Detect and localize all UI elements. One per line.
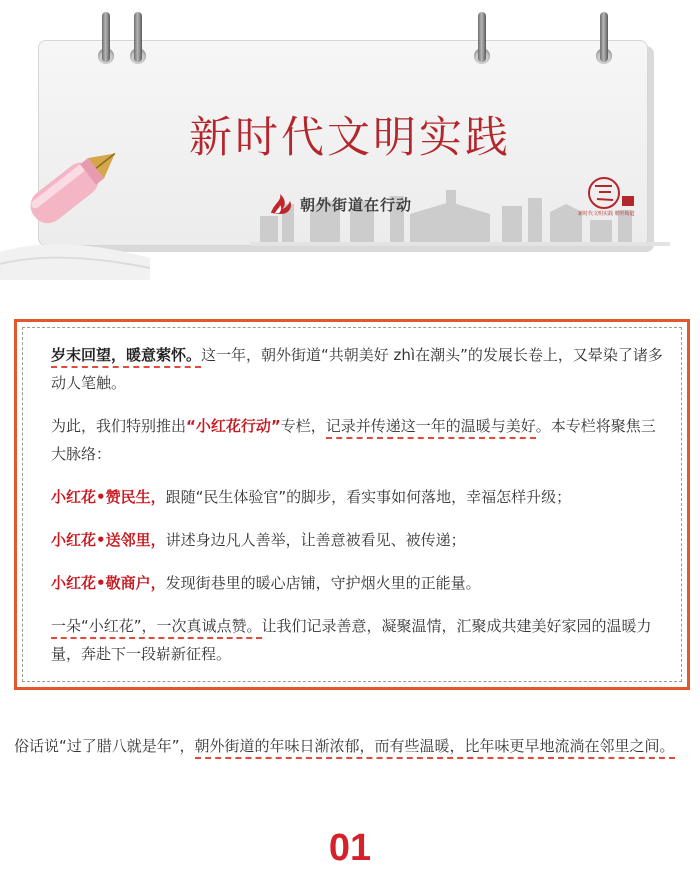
intro-frame bbox=[14, 319, 690, 690]
intro-paragraph-1 bbox=[51, 341, 663, 397]
theme-item-2 bbox=[51, 526, 663, 554]
closing-underlined: 一朵“小红花”，一次真诚点赞。 bbox=[51, 617, 262, 639]
fountain-pen-icon bbox=[0, 140, 150, 280]
body-underlined: 朝外街道的年味日渐浓郁，而有些温暖，比年味更早地流淌在邻里之间。 bbox=[195, 737, 675, 759]
body-text: 俗话说“过了腊八就是年”， bbox=[14, 737, 195, 755]
red-flame-logo-icon bbox=[268, 193, 294, 215]
theme-text-2: 讲述身边凡人善举，让善意被看见、被传递； bbox=[165, 531, 466, 549]
brand-text: 朝外街道在行动 bbox=[300, 195, 413, 214]
binder-ring-icon bbox=[478, 12, 486, 62]
theme-item-3 bbox=[51, 569, 663, 597]
binder-ring-icon bbox=[134, 12, 142, 62]
intro-paragraph-2 bbox=[51, 412, 663, 468]
intro-p2-text: 为此，我们特别推出 bbox=[51, 417, 187, 435]
theme-text-1: 跟随“民生体验官”的脚步，看实事如何落地，幸福怎样升级； bbox=[165, 488, 572, 506]
brand-line bbox=[268, 192, 412, 216]
intro-text bbox=[51, 341, 663, 683]
binder-ring-icon bbox=[600, 12, 608, 62]
theme-label-3: 小红花•敬商户， bbox=[51, 574, 166, 592]
intro-p2-text: 。本专栏将聚焦三大脉络： bbox=[51, 417, 656, 463]
intro-p2-underlined: 记录并传递这一年的温暖与美好 bbox=[326, 417, 536, 439]
body-paragraph bbox=[14, 732, 690, 760]
section-number: 01 bbox=[328, 827, 372, 869]
column-name: “小红花行动” bbox=[186, 417, 281, 435]
theme-item-1 bbox=[51, 483, 663, 511]
seal-stamp bbox=[578, 176, 638, 220]
intro-closing bbox=[51, 612, 663, 668]
intro-p2-text: 专栏， bbox=[280, 417, 326, 435]
seal-icon bbox=[578, 176, 638, 210]
theme-label-1: 小红花•赞民生， bbox=[51, 488, 166, 506]
theme-text-3: 发现街巷里的暖心店铺，守护烟火里的正能量。 bbox=[165, 574, 481, 592]
intro-p1-text: 这一年，朝外街道“共朝美好 zhì在潮头”的发展长卷上，又晕染了诸多动人笔触。 bbox=[51, 346, 663, 392]
binder-ring-icon bbox=[102, 12, 110, 62]
banner bbox=[0, 0, 700, 290]
banner-title: 新时代文明实践 bbox=[189, 113, 511, 163]
seal-caption: 新时代文明实践 朝外街道 bbox=[578, 211, 635, 217]
theme-label-2: 小红花•送邻里， bbox=[51, 531, 166, 549]
closing-text: 让我们记录善意，凝聚温情，汇聚成共建美好家园的温暖力量，奔赴下一段崭新征程。 bbox=[51, 617, 652, 663]
intro-lead: 岁末回望，暖意萦怀。 bbox=[51, 346, 201, 368]
